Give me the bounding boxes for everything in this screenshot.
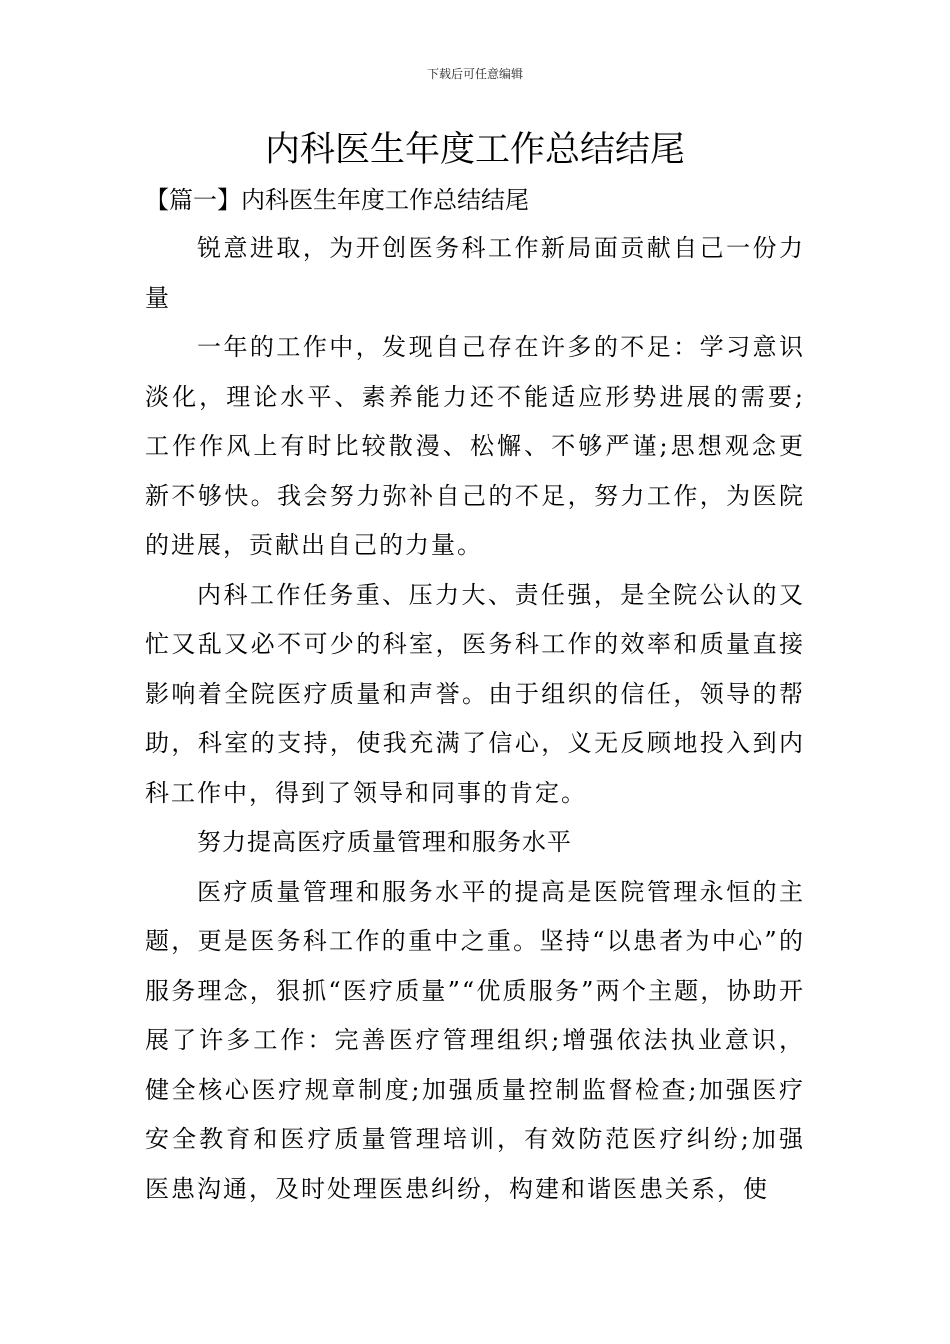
section-heading: 【篇一】内科医生年度工作总结结尾 <box>145 186 529 214</box>
paragraph-5: 医疗质量管理和服务水平的提高是医院管理永恒的主题，更是医务科工作的重中之重。坚持“以患者为中心”的服务理念，狠抓“医疗质量”“优质服务”两个主题，协助开展了许多工作：完善医疗管理组织;增强依法执业意识，健全核心医疗规章制度;加强质量控制监督检查;加强医疗安全教育和医疗质量管理培训，有效防范医疗纠纷;加强医患沟通，及时处理医患纠纷，构建和谐医患关系，使 <box>145 877 805 1203</box>
paragraph-1: 锐意进取，为开创医务科工作新局面贡献自己一份力量 <box>145 234 805 312</box>
document-title: 内科医生年度工作总结结尾 <box>264 130 685 170</box>
document-body <box>145 224 805 1214</box>
paragraph-2: 一年的工作中，发现自己存在许多的不足：学习意识淡化，理论水平、素养能力还不能适应形势进展的需要;工作作风上有时比较散漫、松懈、不够严谨;思想观念更新不够快。我会努力弥补自己的不足，努力工作，为医院的进展，贡献出自己的力量。 <box>145 333 805 559</box>
paragraph-3: 内科工作任务重、压力大、责任强，是全院公认的又忙又乱又必不可少的科室，医务科工作的效率和质量直接影响着全院医疗质量和声誉。由于组织的信任，领导的帮助，科室的支持，使我充满了信心，义无反顾地投入到内科工作中，得到了领导和同事的肯定。 <box>145 580 805 807</box>
paragraph-subheading: 努力提高医疗质量管理和服务水平 <box>197 828 572 856</box>
header-note: 下载后可任意编辑 <box>426 67 523 81</box>
